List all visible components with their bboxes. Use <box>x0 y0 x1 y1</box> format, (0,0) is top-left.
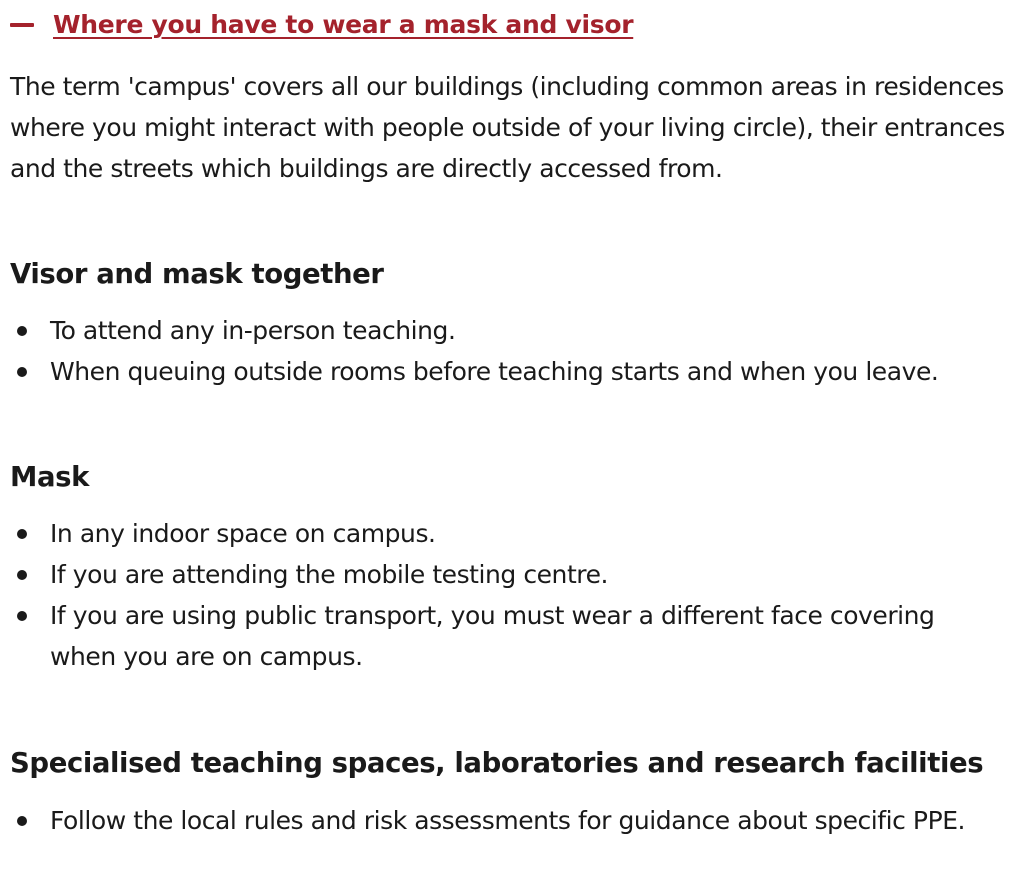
intro-paragraph: The term 'campus' covers all our buildings (including common areas in residences where you might interact with people outside of your living circle), their entrances and the streets which buildings are directly accessed from. <box>10 72 1005 183</box>
section-heading-mask: Mask <box>10 461 89 493</box>
list-item <box>0 310 1010 351</box>
list-item <box>0 351 1010 392</box>
list-item <box>0 800 1010 841</box>
mask-list <box>0 513 1010 677</box>
visor-and-mask-list <box>0 310 1010 392</box>
list-item-text: In any indoor space on campus. <box>50 519 436 548</box>
accordion-toggle[interactable] <box>10 8 633 42</box>
list-item <box>0 595 980 677</box>
list-item-text: When queuing outside rooms before teaching starts and when you leave. <box>50 357 939 386</box>
bullet-icon <box>17 367 27 377</box>
bullet-icon <box>17 570 27 580</box>
bullet-icon <box>17 529 27 539</box>
accordion-title-link[interactable]: Where you have to wear a mask and visor <box>53 10 634 39</box>
bullet-icon <box>17 611 27 621</box>
list-item <box>0 513 1010 554</box>
list-item-text: If you are attending the mobile testing centre. <box>50 560 609 589</box>
list-item <box>0 554 1010 595</box>
section-heading-visor-and-mask: Visor and mask together <box>10 258 384 290</box>
bullet-icon <box>17 816 27 826</box>
list-item-text: If you are using public transport, you must wear a different face covering when you are on campus. <box>50 601 935 671</box>
minus-icon[interactable] <box>10 23 34 27</box>
list-item-text: To attend any in-person teaching. <box>50 316 456 345</box>
section-heading-specialised-spaces: Specialised teaching spaces, laboratories and research facilities <box>10 747 984 779</box>
specialised-spaces-list <box>0 800 1010 841</box>
list-item-text: Follow the local rules and risk assessments for guidance about specific PPE. <box>50 806 966 835</box>
bullet-icon <box>17 326 27 336</box>
